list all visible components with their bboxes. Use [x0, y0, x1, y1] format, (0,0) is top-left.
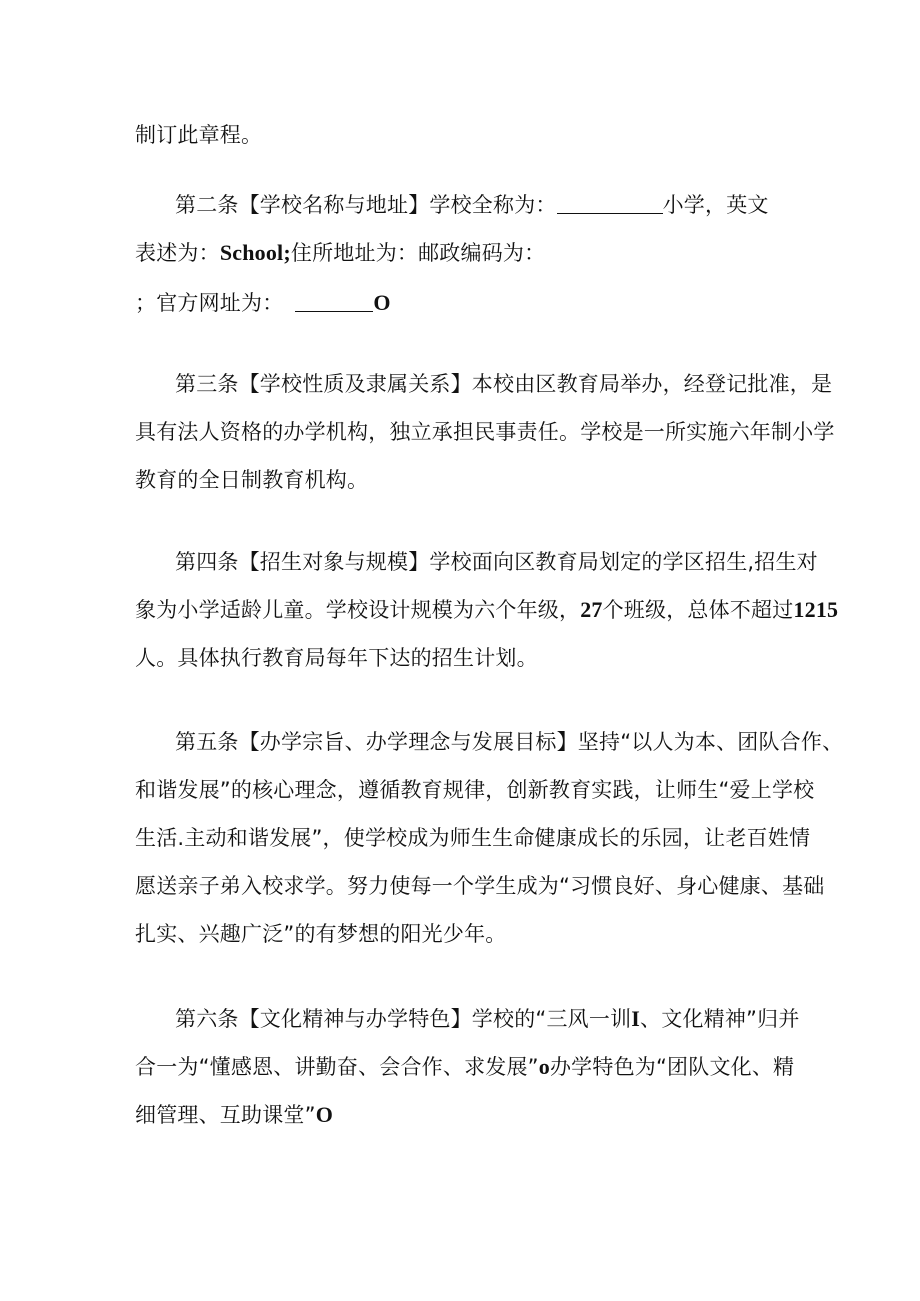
- paragraph-line: [135, 418, 835, 446]
- text-run-latin: 1215: [793, 597, 839, 622]
- text-run: 扎实、兴趣广泛”的有梦想的阳光少年。: [135, 922, 507, 946]
- paragraph-line: [175, 1005, 800, 1033]
- text-run-latin: O: [315, 1102, 333, 1127]
- text-run: 象为小学适龄儿童。学校设计规模为六个年级，: [135, 598, 581, 622]
- paragraph-line: [135, 596, 838, 624]
- fill-blank: [557, 195, 663, 214]
- text-run: 第五条【办学宗旨、办学理念与发展目标】坚持“以人为本、团队合作、: [175, 730, 844, 754]
- paragraph-line: [135, 289, 391, 317]
- paragraph-line: [135, 920, 506, 948]
- paragraph-line: [175, 370, 832, 398]
- text-run-latin: 27: [580, 597, 603, 622]
- text-run: 第二条【学校名称与地址】学校全称为：: [175, 193, 557, 217]
- text-run: 住所地址为：邮政编码为：: [290, 241, 546, 265]
- text-run-latin: O: [373, 290, 391, 315]
- text-run: ；官方网址为：: [135, 291, 284, 315]
- text-run: 第四条【招生对象与规模】学校面向区教育局划定的学区招生,招生对: [175, 550, 818, 574]
- text-run: 表述为：: [135, 241, 220, 265]
- paragraph-line: [175, 191, 769, 219]
- paragraph-line: [175, 548, 818, 576]
- paragraph-line: [135, 1101, 333, 1129]
- text-run: 办学特色为“团队文化、精: [549, 1055, 795, 1079]
- paragraph-line: [135, 121, 262, 149]
- text-run: 具有法人资格的办学机构，独立承担民事责任。学校是一所实施六年制小学: [135, 420, 835, 444]
- paragraph-line: [135, 824, 810, 852]
- text-run: 愿送亲子弟入校求学。努力使每一个学生成为“习惯良好、身心健康、基础: [135, 874, 825, 898]
- paragraph-line: [135, 776, 814, 804]
- paragraph-line: [135, 644, 538, 672]
- text-run: 细管理、互助课堂”: [135, 1103, 316, 1127]
- text-run: 教育的全日制教育机构。: [135, 468, 369, 492]
- text-run: 第六条【文化精神与办学特色】学校的“三风一训: [175, 1007, 632, 1031]
- paragraph-line: [135, 239, 545, 267]
- text-run: 个班级，总体不超过: [602, 598, 794, 622]
- paragraph-line: [135, 872, 824, 900]
- text-run: 生活.主动和谐发展”，使学校成为师生生命健康成长的乐园，让老百姓情: [135, 826, 811, 850]
- text-run: 合一为“懂感恩、讲勤奋、会合作、求发展”: [135, 1055, 539, 1079]
- text-run: 人。具体执行教育局每年下达的招生计划。: [135, 646, 538, 670]
- text-run: 和谐发展”的核心理念，遵循教育规律，创新教育实践，让师生“爱上学校: [135, 778, 815, 802]
- text-run: 制订此章程。: [135, 123, 263, 147]
- paragraph-line: [135, 466, 368, 494]
- text-run-latin: I: [631, 1006, 641, 1031]
- text-run: 第三条【学校性质及隶属关系】本校由区教育局举办，经登记批准，是: [175, 372, 833, 396]
- paragraph-line: [175, 728, 843, 756]
- fill-blank: [295, 293, 373, 312]
- text-run-latin: o: [538, 1054, 550, 1079]
- text-run: 、文化精神”归并: [640, 1007, 800, 1031]
- paragraph-line: [135, 1053, 794, 1081]
- text-run: 小学，英文: [662, 193, 769, 217]
- text-run-latin: School;: [219, 240, 291, 265]
